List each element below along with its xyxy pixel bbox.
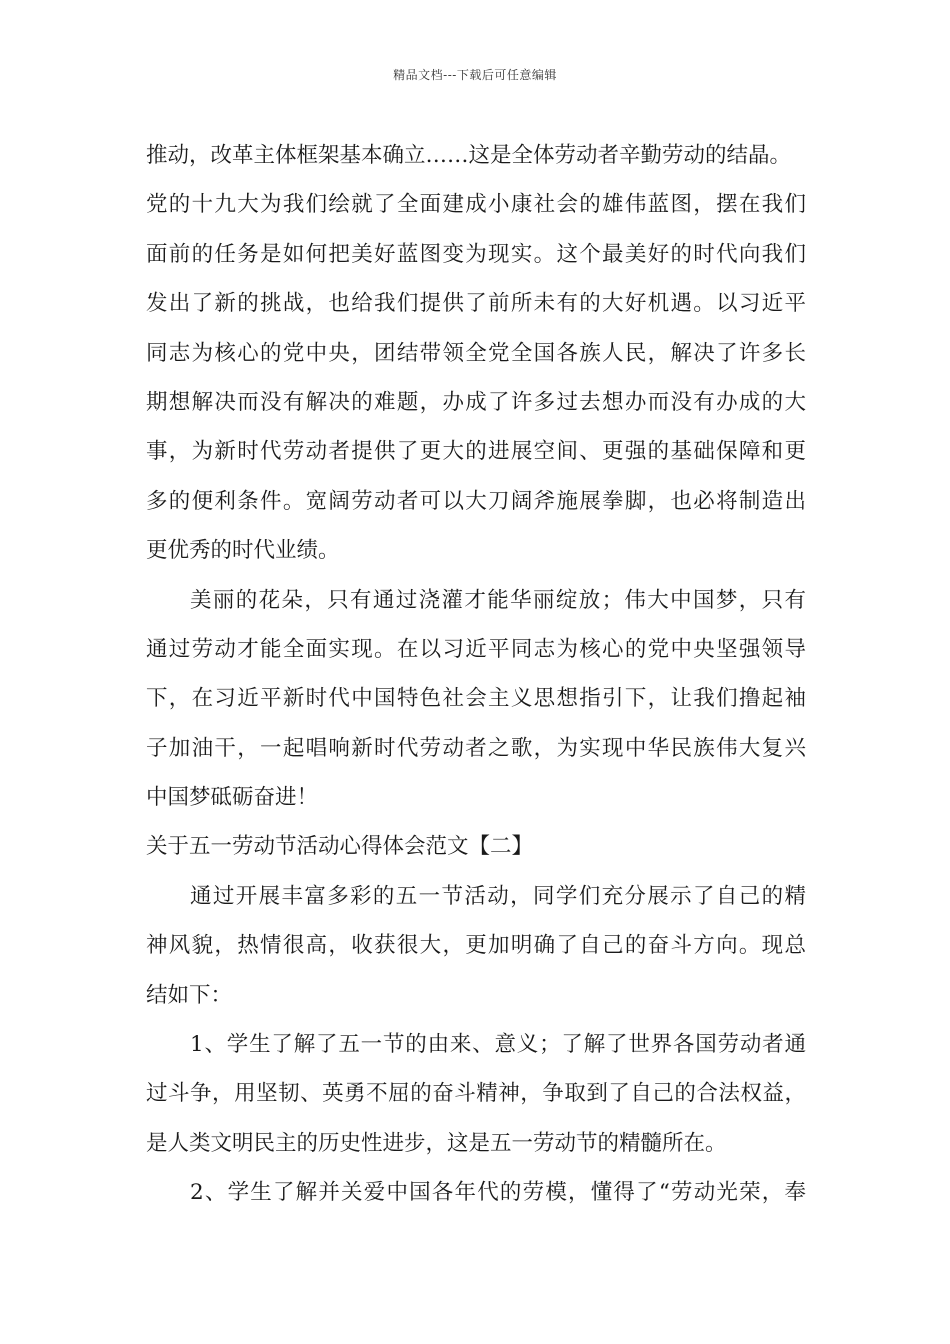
body-line: 美丽的花朵，只有通过浇灌才能华丽绽放；伟大中国梦，只有 <box>190 587 806 613</box>
body-line: 推动，改革主体框架基本确立……这是全体劳动者辛勤劳动的结晶。 <box>146 143 792 168</box>
body-line: 是人类文明民主的历史性进步，这是五一劳动节的精髓所在。 <box>146 1130 727 1156</box>
body-line: 2、学生了解并关爱中国各年代的劳模，懂得了“劳动光荣，奉 <box>190 1180 806 1206</box>
body-line: 1、学生了解了五一节的由来、意义；了解了世界各国劳动者通 <box>190 1032 806 1058</box>
body-line: 通过开展丰富多彩的五一节活动，同学们充分展示了自己的精 <box>190 883 806 909</box>
body-line: 发出了新的挑战，也给我们提供了前所未有的大好机遇。以习近平 <box>146 291 806 317</box>
body-line: 期想解决而没有解决的难题，办成了许多过去想办而没有办成的大 <box>146 389 806 415</box>
body-line: 结如下： <box>146 982 233 1008</box>
body-line: 事，为新时代劳动者提供了更大的进展空间、更强的基础保障和更 <box>146 439 806 465</box>
body-line: 多的便利条件。宽阔劳动者可以大刀阔斧施展拳脚，也必将制造出 <box>146 488 806 514</box>
section-heading: 关于五一劳动节活动心得体会范文【二】 <box>146 834 534 860</box>
body-line: 面前的任务是如何把美好蓝图变为现实。这个最美好的时代向我们 <box>146 241 806 267</box>
body-line: 下，在习近平新时代中国特色社会主义思想指引下，让我们撸起袖 <box>146 686 806 712</box>
body-line: 更优秀的时代业绩。 <box>146 538 340 564</box>
body-line: 同志为核心的党中央，团结带领全党全国各族人民，解决了许多长 <box>146 340 806 366</box>
page-header: 精品文档---下载后可任意编辑 <box>393 68 557 82</box>
body-line: 党的十九大为我们绘就了全面建成小康社会的雄伟蓝图，摆在我们 <box>146 192 806 218</box>
body-line: 子加油干，一起唱响新时代劳动者之歌，为实现中华民族伟大复兴 <box>146 735 806 761</box>
body-line: 中国梦砥砺奋进！ <box>146 785 319 811</box>
body-line: 通过劳动才能全面实现。在以习近平同志为核心的党中央坚强领导 <box>146 636 806 662</box>
document-body <box>146 131 806 1218</box>
body-line: 过斗争，用坚韧、英勇不屈的奋斗精神，争取到了自己的合法权益， <box>146 1081 806 1107</box>
body-line: 神风貌，热情很高，收获很大，更加明确了自己的奋斗方向。现总 <box>146 933 806 959</box>
